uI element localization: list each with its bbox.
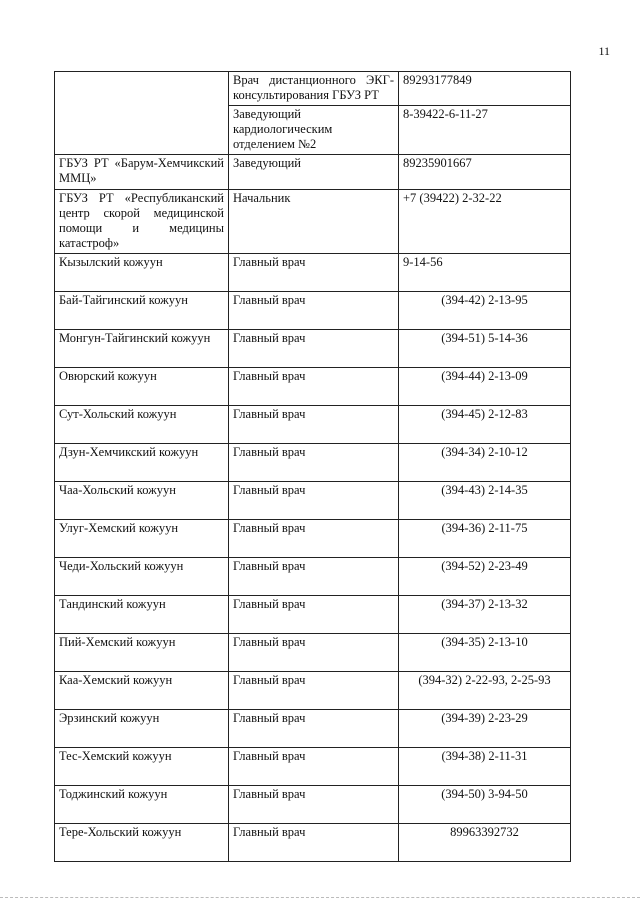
table-row: [55, 368, 571, 406]
scan-edge-divider: [0, 897, 640, 898]
position-cell: Главный врач: [229, 368, 399, 406]
phone-cell: (394-42) 2-13-95: [399, 292, 571, 330]
table-row: [55, 72, 571, 106]
phone-cell: (394-50) 3-94-50: [399, 786, 571, 824]
table-row: [55, 710, 571, 748]
phone-cell: (394-39) 2-23-29: [399, 710, 571, 748]
position-cell: Главный врач: [229, 824, 399, 862]
position-cell: Главный врач: [229, 634, 399, 672]
org-cell: Эрзинский кожуун: [55, 710, 229, 748]
org-cell: [55, 72, 229, 155]
position-cell: Главный врач: [229, 254, 399, 292]
phone-cell: 89235901667: [399, 155, 571, 190]
org-cell: Бай-Тайгинский кожуун: [55, 292, 229, 330]
org-cell: Тоджинский кожуун: [55, 786, 229, 824]
org-cell: Чеди-Хольский кожуун: [55, 558, 229, 596]
phone-cell: (394-36) 2-11-75: [399, 520, 571, 558]
phone-cell: (394-32) 2-22-93, 2-25-93: [399, 672, 571, 710]
phone-cell: 89293177849: [399, 72, 571, 106]
position-cell: Главный врач: [229, 406, 399, 444]
org-cell: ГБУЗ РТ «Республиканский центр скорой медицинской помощи и медицины катастроф»: [55, 190, 229, 254]
table-row: [55, 330, 571, 368]
contacts-table-body: [55, 72, 571, 862]
phone-cell: 9-14-56: [399, 254, 571, 292]
org-cell: Кызылский кожуун: [55, 254, 229, 292]
table-row: [55, 254, 571, 292]
phone-cell: (394-51) 5-14-36: [399, 330, 571, 368]
phone-cell: (394-34) 2-10-12: [399, 444, 571, 482]
position-cell: Начальник: [229, 190, 399, 254]
org-cell: Овюрский кожуун: [55, 368, 229, 406]
table-row: [55, 786, 571, 824]
position-cell: Главный врач: [229, 596, 399, 634]
org-cell: Сут-Хольский кожуун: [55, 406, 229, 444]
org-cell: Каа-Хемский кожуун: [55, 672, 229, 710]
position-cell: Заведующий: [229, 155, 399, 190]
contacts-table: [54, 71, 571, 862]
table-row: [55, 482, 571, 520]
phone-cell: (394-37) 2-13-32: [399, 596, 571, 634]
phone-cell: +7 (39422) 2-32-22: [399, 190, 571, 254]
org-cell: Тере-Хольский кожуун: [55, 824, 229, 862]
position-cell: Врач дистанционного ЭКГ-консультирования ГБУЗ РТ: [229, 72, 399, 106]
org-cell: ГБУЗ РТ «Барум-Хемчикский ММЦ»: [55, 155, 229, 190]
table-row: [55, 748, 571, 786]
phone-cell: (394-52) 2-23-49: [399, 558, 571, 596]
position-cell: Главный врач: [229, 444, 399, 482]
table-row: [55, 558, 571, 596]
table-row: [55, 190, 571, 254]
position-cell: Главный врач: [229, 520, 399, 558]
phone-cell: 8-39422-6-11-27: [399, 106, 571, 155]
org-cell: Тандинский кожуун: [55, 596, 229, 634]
phone-cell: (394-43) 2-14-35: [399, 482, 571, 520]
phone-cell: (394-45) 2-12-83: [399, 406, 571, 444]
table-row: [55, 672, 571, 710]
phone-cell: 89963392732: [399, 824, 571, 862]
org-cell: Тес-Хемский кожуун: [55, 748, 229, 786]
table-row: [55, 444, 571, 482]
phone-cell: (394-38) 2-11-31: [399, 748, 571, 786]
page-number: 11: [598, 44, 610, 58]
org-cell: Чаа-Хольский кожуун: [55, 482, 229, 520]
org-cell: Дзун-Хемчикский кожуун: [55, 444, 229, 482]
position-cell: Главный врач: [229, 786, 399, 824]
position-cell: Главный врач: [229, 672, 399, 710]
position-cell: Главный врач: [229, 292, 399, 330]
position-cell: Главный врач: [229, 710, 399, 748]
table-row: [55, 406, 571, 444]
position-cell: Главный врач: [229, 482, 399, 520]
table-row: [55, 155, 571, 190]
table-row: [55, 824, 571, 862]
table-row: [55, 596, 571, 634]
phone-cell: (394-35) 2-13-10: [399, 634, 571, 672]
position-cell: Заведующий кардиологическим отделением №2: [229, 106, 399, 155]
org-cell: Улуг-Хемский кожуун: [55, 520, 229, 558]
table-row: [55, 292, 571, 330]
org-cell: Монгун-Тайгинский кожуун: [55, 330, 229, 368]
table-row: [55, 634, 571, 672]
org-cell: Пий-Хемский кожуун: [55, 634, 229, 672]
position-cell: Главный врач: [229, 748, 399, 786]
table-row: [55, 520, 571, 558]
position-cell: Главный врач: [229, 558, 399, 596]
position-cell: Главный врач: [229, 330, 399, 368]
phone-cell: (394-44) 2-13-09: [399, 368, 571, 406]
